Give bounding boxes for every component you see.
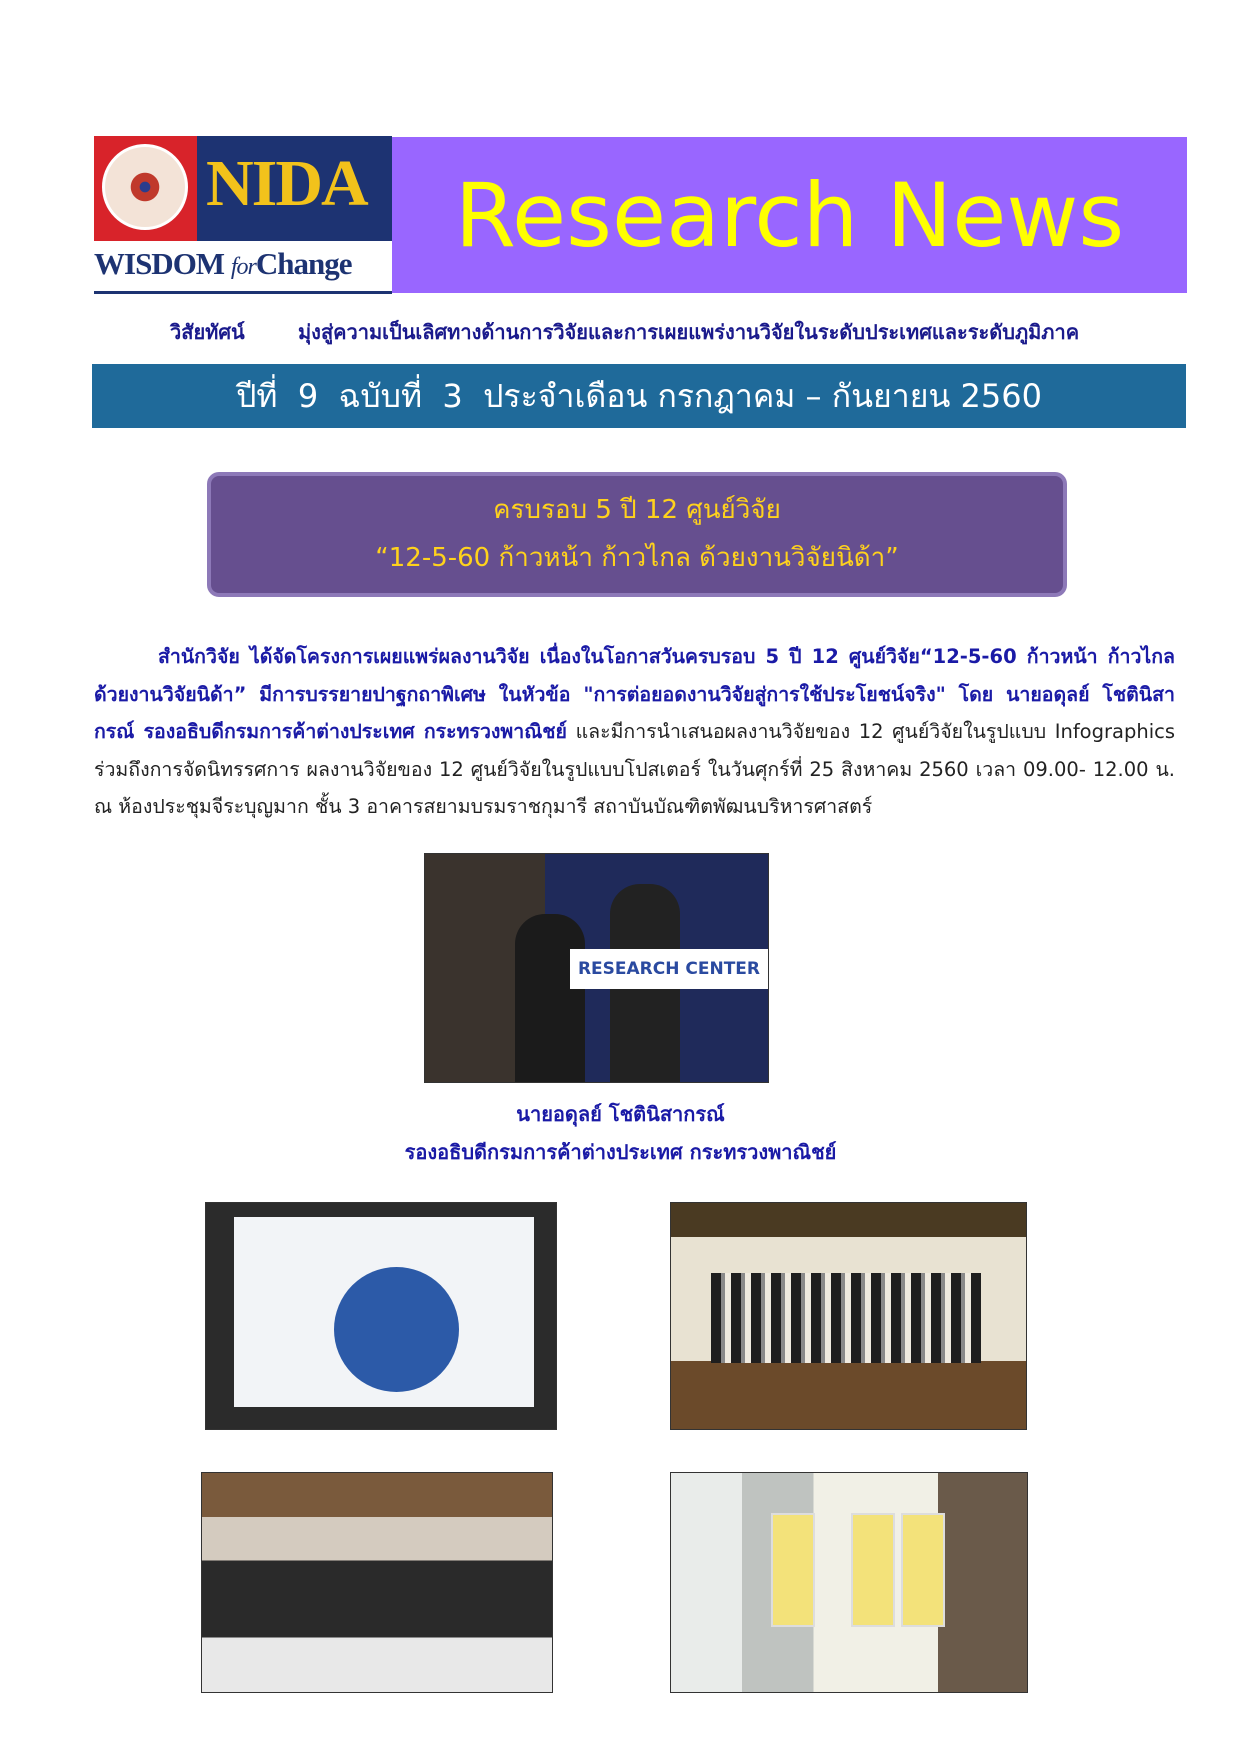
article-paragraph [94, 638, 1175, 826]
headline-line-2: “12-5-60 ก้าวหน้า ก้าวไกล ด้วยงานวิจัยนิด้า” [375, 543, 899, 573]
vision-label: วิสัยทัศน์ [170, 320, 245, 344]
logo-tagline [94, 246, 351, 282]
tagline-change: Change [255, 246, 352, 281]
photo-logo-circle [334, 1267, 459, 1392]
nida-seal-icon [102, 144, 188, 230]
photo-poster [771, 1513, 815, 1627]
photo-group-stage [670, 1202, 1027, 1430]
photo-caption-name: นายอดุลย์ โชตินิสากรณ์ [516, 1102, 725, 1126]
photo-group [711, 1273, 981, 1363]
tagline-for: for [230, 254, 256, 280]
headline-box [207, 472, 1067, 597]
vision-text: มุ่งสู่ความเป็นเลิศทางด้านการวิจัยและการเผยแพร่งานวิจัยในระดับประเทศและระดับภูมิภาค [298, 320, 1080, 344]
article-text: และมีการนำเสนอผลงานวิจัยของ 12 ศูนย์วิจัยในรูปแบบ Infographics ร่วมถึงการจัดนิทรรศการ ผลงานวิจัยของ 12 ศูนย์วิจัยในรูปแบบโปสเตอร์ ในวันศุกร์ที่ 25 สิงหาคม 2560 เวลา 09.00- 12.00 น. ณ ห้องประชุมจีระบุญมาก ชั้น 3 อาคารสยามบรมราชกุมารี สถาบันบัณฑิตพัฒนบริหารศาสตร์ [94, 720, 1175, 818]
photo-caption-title: รองอธิบดีกรมการค้าต่างประเทศ กระทรวงพาณิชย์ [404, 1140, 837, 1164]
photo-award-presentation [424, 853, 769, 1083]
photo-speaker [205, 1202, 557, 1430]
photo-person [515, 914, 585, 1083]
photo-poster-exhibition [670, 1472, 1028, 1693]
nida-logo [94, 136, 392, 294]
vision-line [170, 316, 1080, 348]
photo-banner-text: RESEARCH CENTER [570, 949, 768, 989]
headline-line-1: ครบรอบ 5 ปี 12 ศูนย์วิจัย [493, 495, 781, 525]
photo-poster [901, 1513, 945, 1627]
article-bold-text: สำนักวิจัย ได้จัดโครงการเผยแพร่ผลงานวิจัย เนื่องในโอกาสวันครบรอบ 5 ปี 12 ศูนย์วิจัย“12-5-60 ก้าวหน้า ก้าวไกล ด้วยงานวิจัยนิด้า” มีการบรรยายปาฐกถาพิเศษ ในหัวข้อ "การต่อยอดงานวิจัยสู่การใช้ประโยชน์จริง" โดย นายอดุลย์ โชตินิสากรณ์ รองอธิบดีกรมการค้าต่างประเทศ กระทรวงพาณิชย์ [94, 645, 1175, 743]
masthead-title: Research News [454, 163, 1125, 267]
issue-band: ปีที่ 9 ฉบับที่ 3 ประจำเดือน กรกฎาคม – กันยายน 2560 [92, 364, 1186, 428]
photo-poster [851, 1513, 895, 1627]
masthead-band [392, 137, 1187, 293]
tagline-wisdom: WISDOM [94, 246, 225, 281]
photo-audience [201, 1472, 553, 1693]
logo-nida-text: NIDA [206, 147, 367, 220]
photo-screen [234, 1217, 534, 1407]
logo-rule [94, 291, 392, 294]
